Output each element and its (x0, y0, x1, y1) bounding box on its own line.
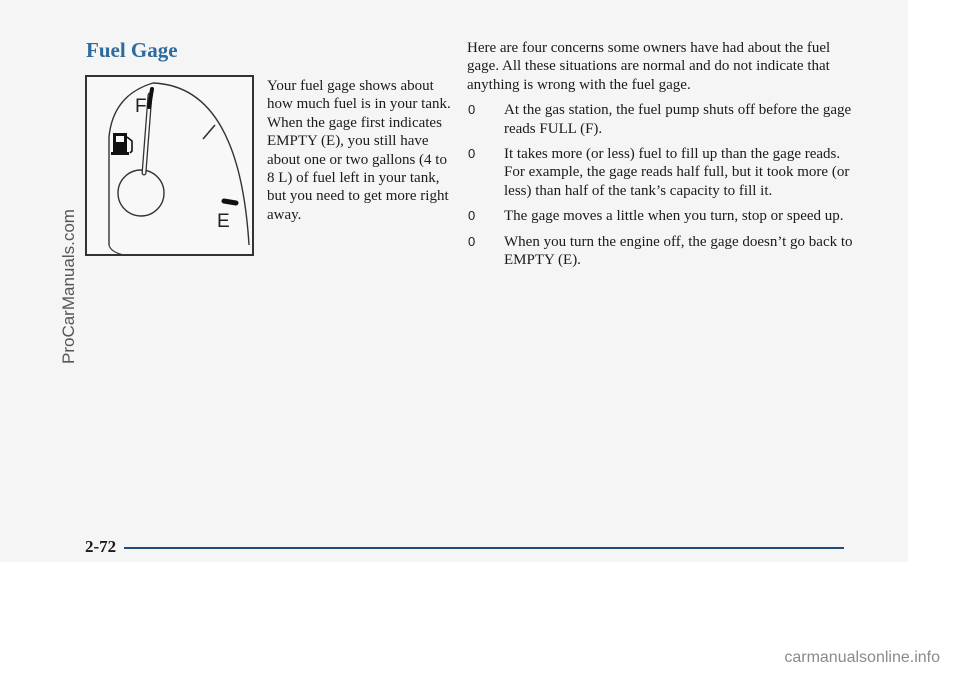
bullet-marker: 0 (468, 102, 476, 118)
gauge-empty-letter: E (217, 211, 230, 232)
bullet-marker: 0 (468, 208, 476, 224)
section-title: Fuel Gage (86, 38, 178, 62)
list-item-text: At the gas station, the fuel pump shuts off before the gage reads FULL (F). (504, 102, 852, 137)
concerns-intro: Here are four concerns some owners have had about the fuel gage. All these situations are normal and do not indicate that anything is wrong with the fuel gage. (467, 40, 831, 93)
bullet-marker: 0 (468, 233, 476, 249)
footer-rule (124, 547, 844, 549)
list-item-text: When you turn the engine off, the gage doesn’t go back to EMPTY (E). (504, 233, 853, 269)
bottom-watermark: carmanualsonline.info (784, 649, 940, 666)
page-number: 2-72 (85, 537, 117, 556)
gauge-full-letter: F (135, 96, 147, 117)
bullet-marker: 0 (468, 146, 476, 162)
list-item (467, 145, 857, 200)
gauge-half-mark (203, 125, 215, 139)
fuel-gauge-illustration (85, 75, 254, 256)
gauge-dial-base (109, 245, 147, 254)
fuel-gauge-drawing (87, 77, 252, 254)
list-item (467, 233, 857, 270)
fuel-pump-icon (111, 133, 132, 155)
concerns-column (467, 39, 857, 276)
list-item (467, 207, 857, 225)
list-item (467, 101, 857, 138)
gauge-pivot-circle (118, 170, 164, 216)
list-item-text: The gage moves a little when you turn, stop or speed up. (504, 208, 844, 225)
gauge-empty-mark (224, 201, 236, 203)
side-watermark: ProCarManuals.com (59, 209, 78, 364)
fuel-gage-description: Your fuel gage shows about how much fuel is in your tank. When the gage first indicates EMPTY (E), you still have about one or two gallons (4 to 8 L) of fuel left in your tank, but you need to get more right away. (267, 78, 451, 223)
list-item-text: It takes more (or less) fuel to fill up than the gage reads. For example, the gage reads half full, but it took more (or less) than half of the tank’s capacity to fill it. (504, 146, 850, 199)
concerns-list (467, 101, 857, 269)
